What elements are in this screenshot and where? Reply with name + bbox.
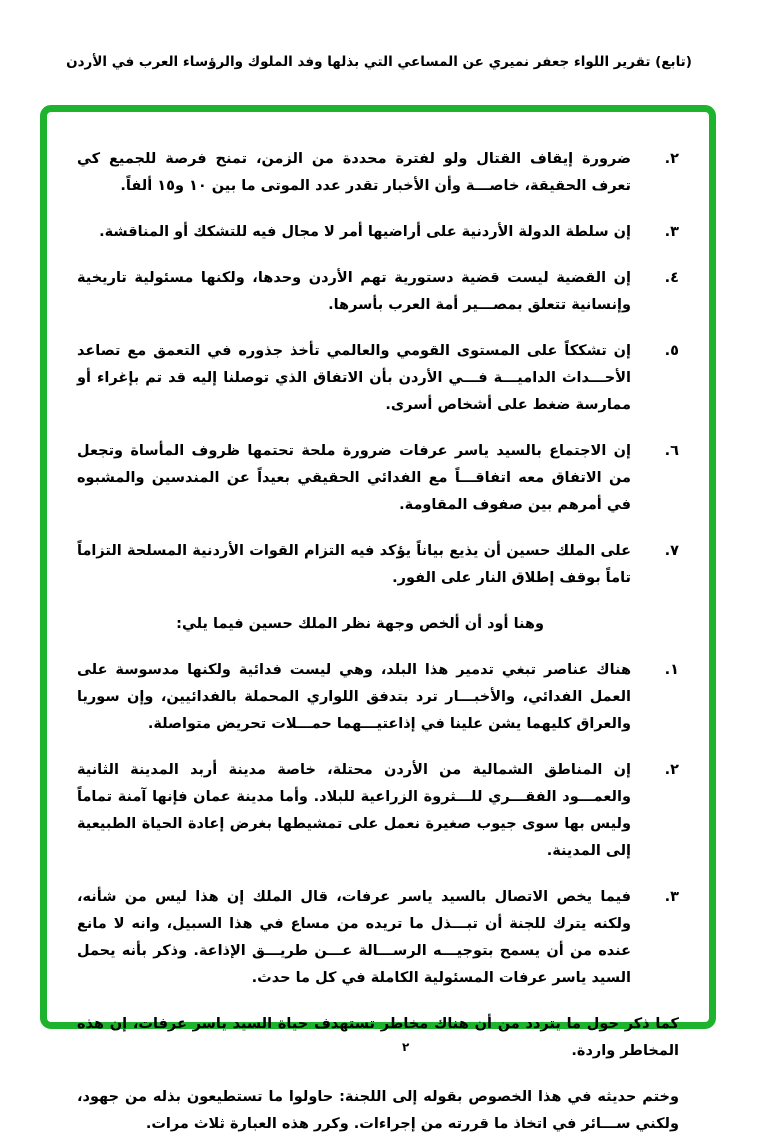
item-text: على الملك حسين أن يذيع بياناً يؤكد فيه التزام القوات الأردنية المسلحة التزاماً تاماً بوقف إطلاق النار على الفور.	[77, 543, 631, 586]
list-item	[77, 219, 679, 246]
item-text: إن الاجتماع بالسيد ياسر عرفات ضرورة ملحة تحتمها ظروف المأساة وتجعل من الاتفاق معه اتفاقـــاً مع الفدائي الحقيقي بعيداً عن المندسين والمشبوه في أمرهم بين صفوف المقاومة.	[77, 443, 631, 513]
item-text: إن تشككاً على المستوى القومي والعالمي تأخذ جذوره في التعمق مع تصاعد الأحـــداث الداميـــة فـــي الأردن بأن الاتفاق الذي توصلنا إليه قد تم بإغراء أو ممارسة ضغط على أشخاص أسرى.	[77, 343, 631, 413]
item-text: إن سلطة الدولة الأردنية على أراضيها أمر لا مجال فيه للتشكك أو المناقشة.	[99, 224, 631, 240]
list-item	[77, 538, 679, 592]
item-text: هناك عناصر تبغي تدمير هذا البلد، وهي ليست فدائية ولكنها مدسوسة على العمل الفدائي، والأخبـــار ترد بتدفق اللواري المحملة بالفدائيين، وإن سوريا والعراق كليهما يشن علينا في إذاعتيـــهما حمـــلات تحريض متواصلة.	[77, 662, 631, 732]
list-item	[77, 757, 679, 865]
page-number: ٢	[402, 1040, 410, 1054]
list-item	[77, 657, 679, 738]
item-text: ضرورة إيقاف القتال ولو لفترة محددة من الزمن، تمنح فرصة للجميع كي تعرف الحقيقة، خاصـــة وأن الأخبار تقدر عدد الموتى ما بين ١٠ و١٥ ألفاً.	[77, 151, 631, 194]
item-number: ٣.	[664, 889, 679, 905]
list-item	[77, 338, 679, 419]
item-number: ٣.	[664, 224, 679, 240]
list-item	[77, 884, 679, 992]
document-title: (تابع) تقرير اللواء جعفر نميري عن المساعي التي بذلها وفد الملوك والرؤساء العرب في الأردن	[66, 54, 692, 70]
item-number: ٢.	[664, 151, 679, 167]
document-content	[77, 146, 679, 1138]
item-number: ١.	[664, 662, 679, 678]
intro-paragraph: وهنا أود أن ألخص وجهة نظر الملك حسين فيما يلي:	[176, 616, 544, 632]
item-text: فيما يخص الاتصال بالسيد ياسر عرفات، قال الملك إن هذا ليس من شأنه، ولكنه يترك للجنة أن تبـــذل ما تريده من مساع في هذا السبيل، وانه لا مانع عنده من أن يسمح بتوجيـــه الرســـالة عـــن طريـــق الإذاعة. وذكر بأنه يحمل السيد ياسر عرفات المسئولية الكاملة في كل ما حدث.	[77, 889, 631, 986]
item-number: ٥.	[664, 343, 679, 359]
list-item	[77, 438, 679, 519]
item-number: ٧.	[664, 543, 679, 559]
closing-paragraph: وختم حديثه في هذا الخصوص بقوله إلى اللجنة: حاولوا ما تستطيعون بذله من جهود، ولكني ســـائر في اتخاذ ما قررته من إجراءات. وكرر هذه العبارة ثلاث مرات.	[77, 1089, 679, 1132]
item-text: إن القضية ليست قضية دستورية تهم الأردن وحدها، ولكنها مسئولية تاريخية وإنسانية تتعلق بمصـــير أمة العرب بأسرها.	[77, 270, 631, 313]
list-item	[77, 146, 679, 200]
list-item	[77, 265, 679, 319]
item-number: ٢.	[664, 762, 679, 778]
item-number: ٤.	[664, 270, 679, 286]
item-text: إن المناطق الشمالية من الأردن محتلة، خاصة مدينة أربد المدينة الثانية والعمـــود الفقـــري للـــثروة الزراعية للبلاد. وأما مدينة عمان فإنها آمنة تماماً وليس بها سوى جيوب صغيرة نعمل على تمشيطها بغرض إعادة الحياة الطبيعية إلى المدينة.	[77, 762, 631, 859]
item-number: ٦.	[664, 443, 679, 459]
content-border-box	[40, 105, 716, 1132]
closing-paragraph: كما ذكر حول ما يتردد من أن هناك مخاطر تستهدف حياة السيد ياسر عرفات، إن هذه المخاطر واردة.	[77, 1016, 679, 1059]
